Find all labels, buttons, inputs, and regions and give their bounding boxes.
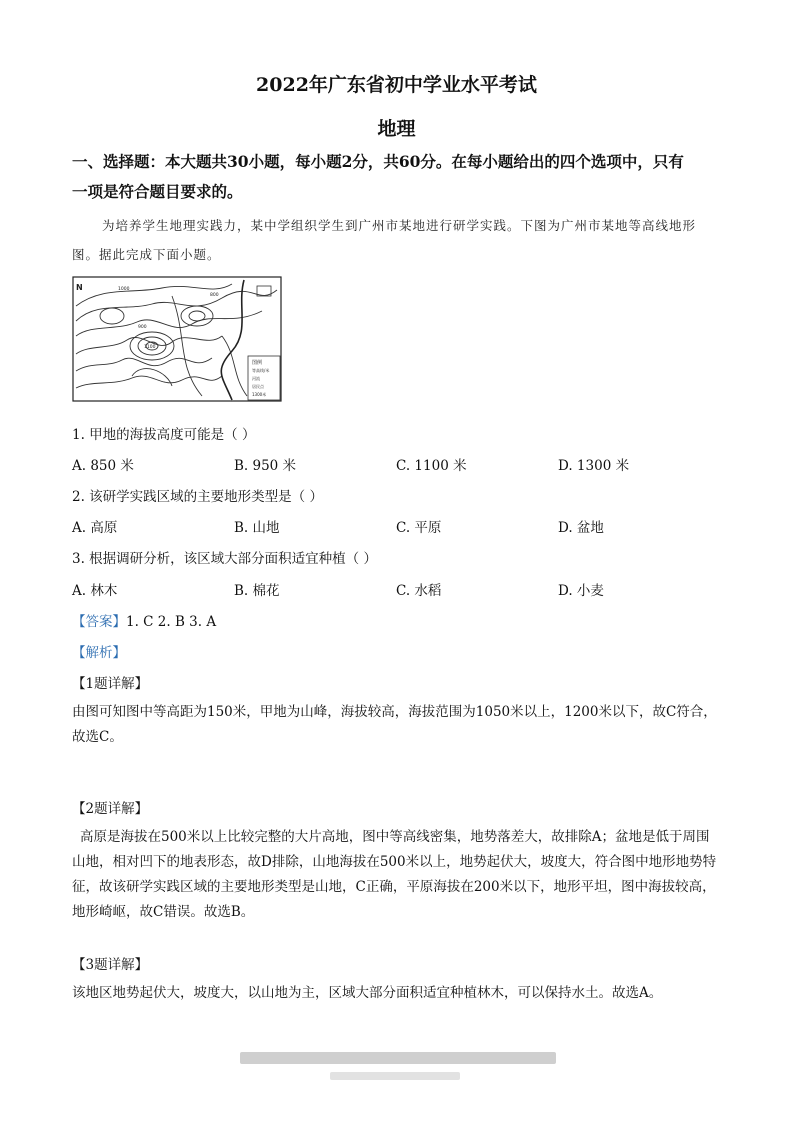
question-3-option-c: C. 水稻: [396, 583, 442, 599]
answer-label: 【答案】: [72, 614, 126, 630]
question-1-option-c: C. 1100 米: [396, 458, 467, 474]
north-arrow-label: N: [76, 283, 83, 292]
detail-2-text: 高原是海拔在500米以上比较完整的大片高地，图中等高线密集，地势落差大，故排除A；盆地是低于周围山地，相对凹下的地表形态，故D排除，山地海拔在500米以上，地势起伏大，坡度大，符合图中地形地势特征，故该研学实践区域的主要地形类型是山地，C正确，平原海拔在200米以下，地形平坦，图中海拔较高，地形崎岖，故C错误。故选B。: [72, 829, 717, 920]
answer-text: 1. C 2. B 3. A: [126, 614, 217, 630]
answer-line: [72, 610, 216, 630]
question-2-option-d: D. 盆地: [558, 520, 604, 536]
detail-2-label: 【2题详解】: [72, 801, 149, 817]
question-1-option-a: A. 850 米: [72, 458, 134, 474]
contour-map-figure: [72, 276, 282, 402]
legend-label-river: 河流: [252, 376, 260, 381]
contour-label: 1100: [144, 345, 156, 350]
question-3-stem: 3. 根据调研分析，该区域大部分面积适宜种植（ ）: [72, 551, 377, 567]
question-2-option-b: B. 山地: [234, 520, 280, 536]
contour-label: 900: [138, 325, 147, 330]
intro-line1: 为培养学生地理实践力，某中学组织学生到广州市某地进行研学实践。下图为广州市某地等高线地形: [102, 218, 697, 233]
question-3-option-a: A. 林木: [72, 583, 118, 599]
question-2-option-c: C. 平原: [396, 520, 442, 536]
section-heading-line1: 一、选择题：本大题共30小题，每小题2分，共60分。在每小题给出的四个选项中，只有: [72, 152, 684, 171]
detail-1-text: 由图可知图中等高距为150米，甲地为山峰，海拔较高，海拔范围为1050米以上，1200米以下，故C符合，故选C。: [72, 704, 717, 745]
intro-line2: 图。据此完成下面小题。: [72, 247, 221, 262]
legend-label-peak: 1300米: [252, 392, 267, 397]
blurred-footer-watermark: [330, 1072, 460, 1080]
question-1-stem: 1. 甲地的海拔高度可能是（ ）: [72, 427, 256, 443]
contour-label: 800: [210, 293, 219, 298]
question-1-option-d: D. 1300 米: [558, 458, 630, 474]
subject-title: 地理: [377, 118, 416, 140]
question-3-option-d: D. 小麦: [558, 583, 604, 599]
section-heading-line2: 一项是符合题目要求的。: [72, 182, 243, 201]
page-title: 2022年广东省初中学业水平考试: [256, 74, 537, 96]
question-2-stem: 2. 该研学实践区域的主要地形类型是（ ）: [72, 489, 323, 505]
legend-label-settlement: 居民点: [252, 384, 264, 389]
blurred-footer-watermark: [240, 1052, 556, 1064]
analysis-label: 【解析】: [72, 645, 126, 661]
question-2-option-a: A. 高原: [72, 520, 118, 536]
question-3-option-b: B. 棉花: [234, 583, 280, 599]
detail-3-text: 该地区地势起伏大，坡度大，以山地为主，区域大部分面积适宜种植林木，可以保持水土。故选A。: [72, 985, 663, 1001]
question-1-option-b: B. 950 米: [234, 458, 297, 474]
detail-1-label: 【1题详解】: [72, 676, 149, 692]
legend-label-title: 图例: [252, 360, 263, 366]
detail-3-label: 【3题详解】: [72, 957, 149, 973]
legend-label-contour: 等高线/米: [252, 368, 270, 373]
contour-label: 1000: [118, 287, 130, 292]
